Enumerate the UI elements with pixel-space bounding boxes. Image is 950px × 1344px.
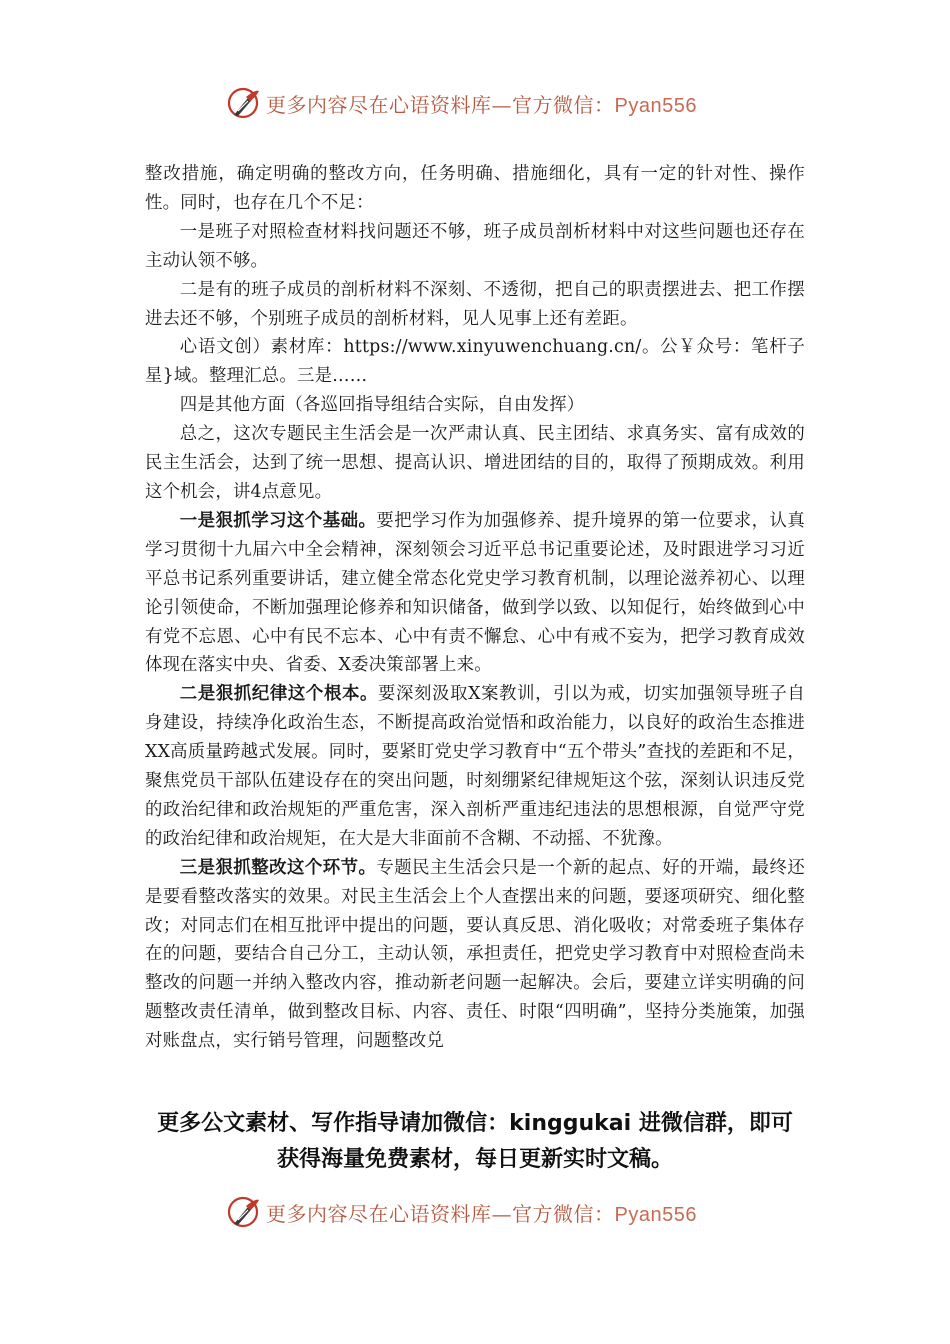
wechat-id: Pyan556 [614,1204,697,1226]
quill-pen-logo-icon [226,85,262,121]
paragraph: 心语文创）素材库：https://www.xinyuwenchuang.cn/。公￥众号：笔杆子星}域。整理汇总。三是…… [145,337,805,387]
paragraph: 四是其他方面（各巡回指导组结合实际，自由发挥） [179,395,585,416]
point-heading: 三是狠抓整改这个环节。 [179,857,377,878]
paragraph: 一是狠抓学习这个基础。要把学习作为加强修养、提升境界的第一位要求，认真学习贯彻十九届六中全会精神，深刻领会习近平总书记重要论述，及时跟进学习习近平总书记系列重要讲话，建立健全常态化党史学习教育机制，以理论滋养初心、以理论引领使命，不断加强理论修养和知识储备，做到学以致、以知促行，始终做到心中有党不忘恩、心中有民不忘本、心中有责不懈怠、心中有戒不妄为，把学习教育成效体现在落实中央、省委、X委决策部署上来。 [145,510,805,676]
wechat-id: Pyan556 [614,95,697,117]
point-heading: 二是狠抓纪律这个根本。 [179,684,378,705]
header-banner [0,83,950,123]
paragraph: 一是班子对照检查材料找问题还不够，班子成员剖析材料中对这些问题也还存在主动认领不够。 [145,221,805,271]
banner-text: 更多内容尽在心语资料库—官方微信：Pyan556 [266,1202,697,1226]
footer-banner [0,1192,950,1232]
quill-pen-logo-icon [226,1194,262,1230]
document-body [145,160,805,1056]
promo-line: 更多公文素材、写作指导请加微信：kinggukai 进微信群，即可 [157,1111,793,1136]
paragraph: 总之，这次专题民主生活会是一次严肃认真、民主团结、求真务实、富有成效的民主生活会，达到了统一思想、提高认识、增进团结的目的，取得了预期成效。利用这个机会，讲4点意见。 [145,424,805,502]
paragraph: 二是有的班子成员的剖析材料不深刻、不透彻，把自己的职责摆进去、把工作摆进去还不够，个别班子成员的剖析材料，见人见事上还有差距。 [145,279,805,329]
banner-text: 更多内容尽在心语资料库—官方微信：Pyan556 [266,93,697,117]
paragraph: 整改措施，确定明确的整改方向，任务明确、措施细化，具有一定的针对性、操作性。同时，也存在几个不足： [145,164,805,213]
paragraph: 三是狠抓整改这个环节。专题民主生活会只是一个新的起点、好的开端，最终还是要看整改落实的效果。对民主生活会上个人查摆出来的问题，要逐项研究、细化整改；对同志们在相互批评中提出的问题，要认真反思、消化吸收；对常委班子集体存在的问题，要结合自己分工，主动认领，承担责任，把党史学习教育中对照检查尚未整改的问题一并纳入整改内容，推动新老问题一起解决。会后，要建立详实明确的问题整改责任清单，做到整改目标、内容、责任、时限“四明确”，坚持分类施策，加强对账盘点，实行销号管理，问题整改兑 [145,857,805,1052]
promo-line: 获得海量免费素材，每日更新实时文稿。 [276,1147,673,1172]
promo-note [0,1106,950,1178]
point-heading: 一是狠抓学习这个基础。 [179,510,377,531]
paragraph: 二是狠抓纪律这个根本。要深刻汲取X案教训，引以为戒，切实加强领导班子自身建设，持续净化政治生态，不断提高政治觉悟和政治能力，以良好的政治生态推进XX高质量跨越式发展。同时，要紧盯党史学习教育中“五个带头”查找的差距和不足，聚焦党员干部队伍建设存在的突出问题，时刻绷紧纪律规矩这个弦，深刻认识违反党的政治纪律和政治规矩的严重危害，深入剖析严重违纪违法的思想根源，自觉严守党的政治纪律和政治规矩，在大是大非面前不含糊、不动摇、不犹豫。 [145,684,805,849]
